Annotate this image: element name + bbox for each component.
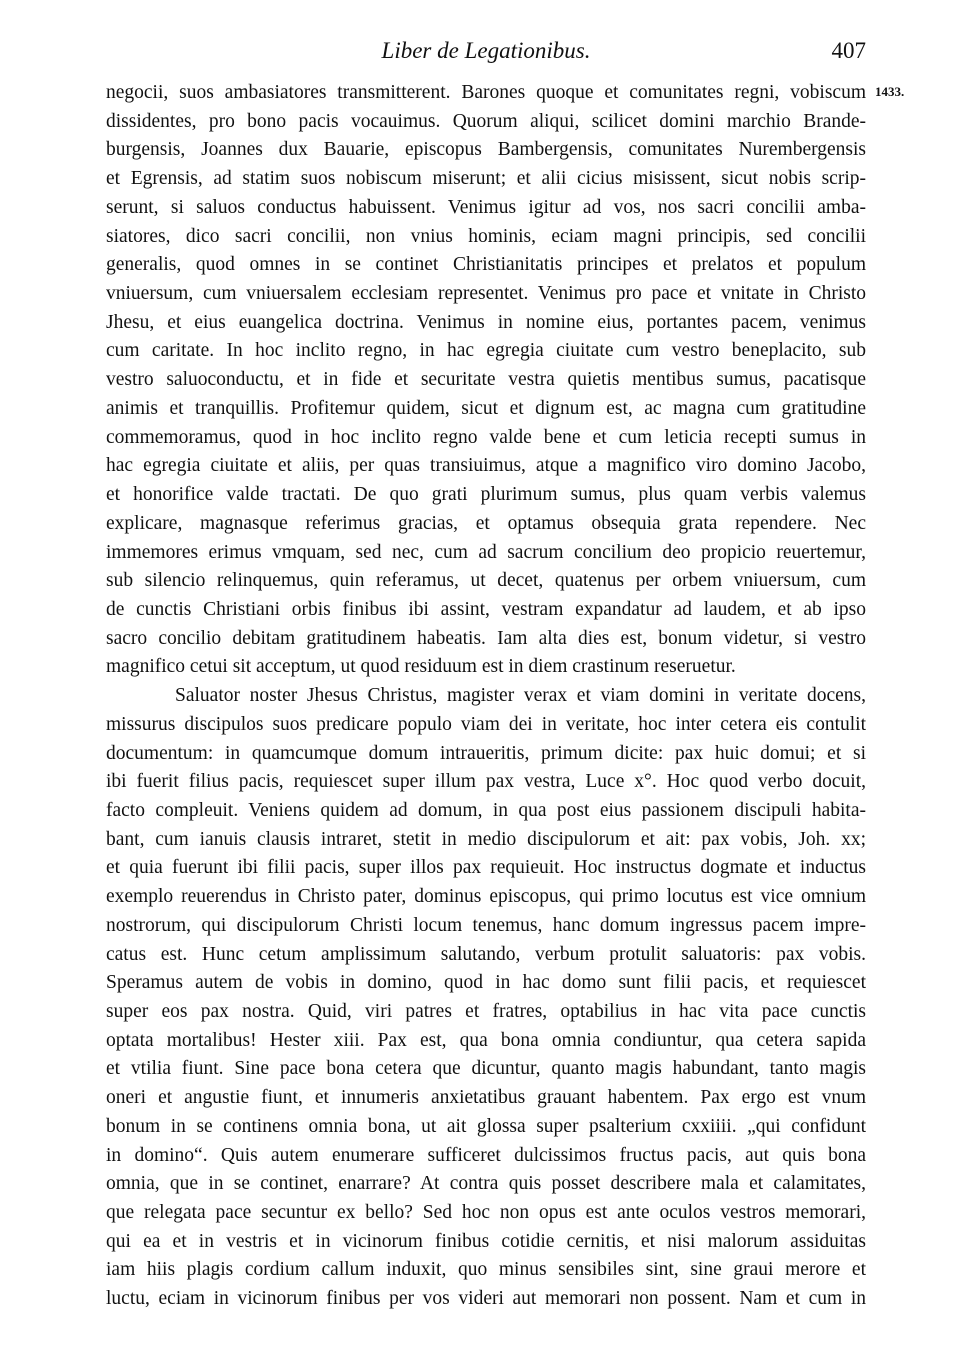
- text-line: dissidentes, pro bono pacis vocauimus. Quorum aliqui, scilicet domini marchio Brande-: [106, 110, 866, 132]
- text-line: iam hiis plagis cordium callum induxit, quo minus sensibiles sint, sine graui merore et: [106, 1259, 866, 1281]
- text-line: de cunctis Christiani orbis finibus ibi assint, vestram expandatur ad laudem, et ab ipso: [106, 598, 866, 620]
- text-line: et Egrensis, ad statim suos nobiscum miserunt; et alii cicius misissent, sicut nobis scrip-: [106, 168, 866, 190]
- margin-year-note: 1433.: [875, 84, 905, 99]
- text-line: serunt, si saluos conductus habuissent. Venimus igitur ad vos, nos sacri concilii amba-: [106, 196, 866, 218]
- text-line: Saluator noster Jhesus Christus, magister verax et viam domini in veritate docens,: [175, 685, 866, 707]
- page-number: 407: [831, 38, 866, 63]
- text-line: sacro concilio debitam gratitudinem habeatis. Iam alta dies est, bonum videtur, si vestro: [106, 627, 866, 649]
- text-line: vestro saluoconductu, et in fide et securitate vestra quietis mentibus sumus, pacatisque: [106, 369, 866, 391]
- text-line: exemplo reuerendus in Christo pater, dominus episcopus, qui primo locutus est vice omnium: [106, 886, 866, 908]
- text-line: negocii, suos ambasiatores transmitterent. Barones quoque et comunitates regni, vobiscum: [106, 82, 866, 103]
- text-line: hac egregia ciuitate et aliis, per quas transiuimus, atque a magnifico viro domino Jacobo,: [106, 455, 866, 477]
- text-line: vniuersum, cum vniuersalem ecclesiam representet. Venimus pro pace et vnitate in Christo: [106, 283, 866, 305]
- text-line: generalis, quod omnes in se continet Christianitatis principes et prelatos et populum: [106, 254, 866, 276]
- text-line: siatores, dico sacri concilii, non vnius hominis, eciam magni principis, sed concilii: [106, 225, 866, 247]
- text-line: explicare, magnasque referimus gracias, et optamus obsequia grata rependere. Nec: [106, 512, 866, 534]
- text-line: burgensis, Joannes dux Bauarie, episcopus Bambergensis, comunitates Nurembergensis: [106, 139, 866, 161]
- text-line: et quia fuerunt ibi filii pacis, super illos pax requieuit. Hoc instructus dogmate et inductus: [106, 857, 866, 879]
- text-line: nostrorum, qui discipulorum Christi locum tenemus, hanc domum ingressus pacem impre-: [106, 914, 866, 936]
- text-line: missurus discipulos suos predicare populo viam dei in veritate, hoc inter cetera eis contulit: [106, 713, 866, 735]
- text-line: Speramus autem de vobis in domino, quod in hac domo sunt filii pacis, et requiescet: [106, 972, 866, 994]
- paragraph: [106, 79, 866, 682]
- text-line: facto compleuit. Veniens quidem ad domum, in qua post eius passionem discipuli habita-: [106, 799, 866, 821]
- text-line: luctu, eciam in vicinorum finibus per vos videri aut memorari non possent. Nam et cum in: [106, 1288, 866, 1310]
- text-line: bant, cum ianuis clausis intraret, stetit in medio discipulorum et ait: pax vobis, Joh. xx;: [106, 828, 866, 850]
- text-line: sub silencio relinquemus, quin referamus, ut decet, quatenus per orbem vniuersum, cum: [106, 570, 866, 592]
- page-header: [106, 38, 866, 68]
- text-line: bonum in se continens omnia bona, ut ait glossa super psalterium cxxiiii. „qui confidunt: [106, 1115, 866, 1137]
- text-line: oneri et angustie fiunt, et innumeris anxietatibus grauant habentem. Pax ergo est vnum: [106, 1087, 866, 1109]
- text-line: qui ea et in vestris et in vicinorum finibus cotidie cernitis, et nisi malorum assiduitas: [106, 1230, 866, 1252]
- text-line: catus est. Hunc cetum amplissimum salutando, verbum protulit saluatoris: pax vobis.: [106, 943, 866, 965]
- text-line: omnia, que in se continet, enarrare? At contra quis posset describere mala et calamitates,: [106, 1173, 866, 1195]
- text-line: commemoramus, quod in hoc inclito regno valde bene et cum leticia recepti sumus in: [106, 426, 866, 448]
- body-text: [106, 79, 866, 1314]
- text-line: documentum: in quamcumque domum intraueritis, primum dicite: pax huic domui; et si: [106, 742, 866, 764]
- text-line: immemores erimus vmquam, sed nec, cum ad sacrum concilium deo propicio reuertemur,: [106, 541, 866, 563]
- text-line: et vtilia fiunt. Sine pace bona cetera que dicuntur, quanto magis habundant, tanto magis: [106, 1058, 866, 1080]
- text-line: in domino“. Quis autem enumerare sufficeret dulcissimos fructus pacis, aut quis bona: [106, 1144, 866, 1166]
- running-title: Liber de Legationibus.: [381, 38, 591, 63]
- text-line: ibi fuerit filius pacis, requiescet super illum pax vestra, Luce x°. Hoc quod verbo docuit,: [106, 771, 866, 793]
- text-line: optata mortalibus! Hester xiii. Pax est, qua bona omnia condiuntur, qua cetera sapida: [106, 1029, 866, 1051]
- text-line: que relegata pace secuntur ex bello? Sed hoc non opus est ante oculos vestros memorari,: [106, 1202, 866, 1224]
- text-line: Jhesu, et eius euangelica doctrina. Venimus in nomine eius, portantes pacem, venimus: [106, 311, 866, 333]
- text-line: super eos pax nostra. Quid, viri patres et fratres, optabilius in hac vita pace cunctis: [106, 1001, 866, 1022]
- text-line: animis et tranquillis. Profitemur quidem, sicut et dignum est, ac magna cum gratitudine: [106, 397, 866, 419]
- text-line: magnifico cetui sit acceptum, ut quod residuum est in diem crastinum reseruetur.: [106, 656, 736, 678]
- text-line: cum caritate. In hoc inclito regno, in hac egregia ciuitate cum vestro beneplacito, sub: [106, 340, 866, 362]
- text-line: et honorifice valde tractati. De quo grati plurimum sumus, plus quam verbis valemus: [106, 484, 866, 506]
- paragraph: [106, 682, 866, 1314]
